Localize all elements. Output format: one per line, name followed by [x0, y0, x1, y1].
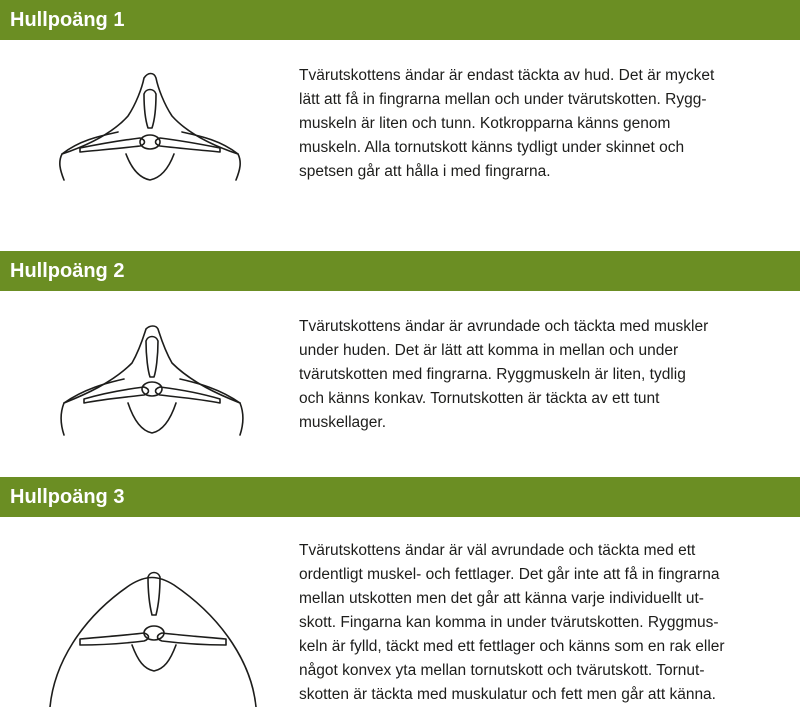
vertebra-thin-icon	[40, 70, 280, 200]
description-line: och känns konkav. Tornutskotten är täckta av ett tunt	[299, 390, 660, 407]
description-line: Tvärutskottens ändar är avrundade och täckta med muskler	[299, 318, 709, 335]
description-line: spetsen går att hålla i med fingrarna.	[299, 163, 551, 180]
section-heading: Hullpoäng 3	[0, 477, 800, 517]
description-line: Tvärutskottens ändar är endast täckta av hud. Det är mycket	[299, 67, 715, 84]
section-description	[299, 64, 789, 184]
section-description	[299, 539, 789, 707]
section-heading: Hullpoäng 1	[0, 0, 800, 40]
description-line: muskellager.	[299, 414, 387, 431]
description-line: muskeln. Alla tornutskott känns tydligt under skinnet och	[299, 139, 685, 156]
section-hullpoang-1	[0, 0, 800, 245]
description-line: lätt att få in fingrarna mellan och under tvärutskotten. Rygg-	[299, 91, 707, 108]
description-line: ordentligt muskel- och fettlager. Det går inte att få in fingrarna	[299, 566, 720, 583]
section-description	[299, 315, 789, 435]
section-hullpoang-3	[0, 477, 800, 717]
section-heading: Hullpoäng 2	[0, 251, 800, 291]
description-line: keln är fylld, täckt med ett fettlager och känns som en rak eller	[299, 638, 725, 655]
vertebra-fat-icon	[40, 561, 280, 707]
description-line: skott. Fingarna kan komma in under tvärutskotten. Ryggmus-	[299, 614, 719, 631]
description-line: under huden. Det är lätt att komma in mellan och under	[299, 342, 679, 359]
description-line: muskeln är liten och tunn. Kotkropparna känns genom	[299, 115, 671, 132]
description-line: mellan utskotten men det går att känna varje individuellt ut-	[299, 590, 704, 607]
description-line: tvärutskotten med fingrarna. Ryggmuskeln är liten, tydlig	[299, 366, 686, 383]
section-hullpoang-2	[0, 251, 800, 466]
vertebra-medium-icon	[40, 323, 280, 453]
description-line: Tvärutskottens ändar är väl avrundade och täckta med ett	[299, 542, 696, 559]
description-line: något konvex yta mellan tornutskott och tvärutskott. Tornut-	[299, 662, 705, 679]
description-line: skotten är täckta med muskulatur och fett men går att känna.	[299, 686, 716, 703]
